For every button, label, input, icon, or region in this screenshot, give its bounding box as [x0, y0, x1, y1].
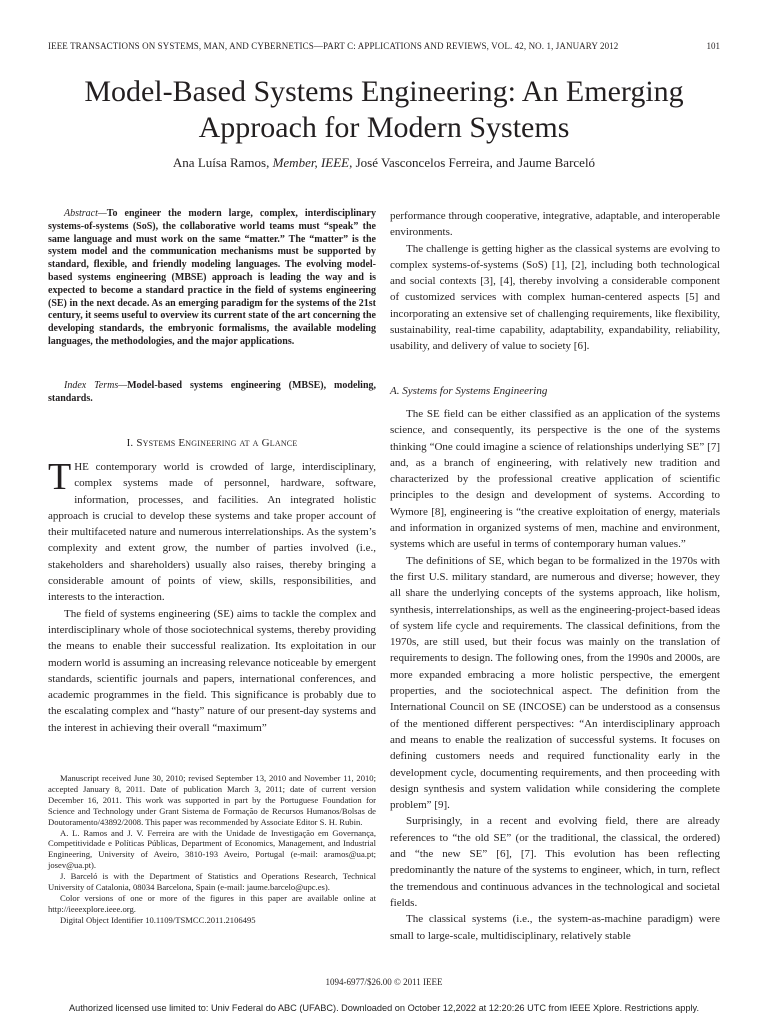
- paragraph: The classical systems (i.e., the system-as-machine paradigm) were small to large-scale, multidisciplinary, relatively stable: [390, 913, 720, 942]
- subsection-heading: A. Systems for Systems Engineering: [390, 385, 548, 397]
- paragraph-text: contemporary world is crowded of large, interdisciplinary, complex systems made of personnel, hardware, software, information, processes, and facilities. An integrated holistic approach is crucial to develop these systems and take proper account of their multifaceted nature and numerous interrelationships. As the system’s complexity and extent grow, the number of parties involved (i.e., stakeholders and shareholders) usually also raises, thereby bringing a considerable amount of points of view, skills, responsibilities, and interests to the interaction.: [48, 461, 376, 604]
- author-1: Ana Luísa Ramos,: [172, 155, 270, 170]
- right-body-top: [390, 208, 720, 355]
- lead-in: HE: [74, 461, 89, 473]
- footnote-color: Color versions of one or more of the figures in this paper are available online at http://ieeexplore.ieee.org.: [48, 892, 376, 914]
- index-terms-label: Index Terms—: [64, 380, 128, 391]
- copyright-line: 1094-6977/$26.00 © 2011 IEEE: [325, 977, 443, 987]
- drop-cap: T: [48, 456, 72, 498]
- section-numeral: I.: [126, 437, 137, 449]
- paragraph: [48, 456, 376, 606]
- footnote-doi: Digital Object Identifier 10.1109/TSMCC.2011.2106495: [60, 914, 256, 925]
- paragraph: performance through cooperative, integrative, adaptable, and interoperable environments.: [390, 210, 720, 239]
- paragraph: Surprisingly, in a recent and evolving field, there are already references to “the old SE” (or the traditional, the classical, the ordered) and “the new SE” [6], [7]. This evolution has been reflecting predominantly the nature of the systems to engineer, which, in turn, reflect the tremendous and continuous advances in the technological and societal fields.: [390, 815, 720, 909]
- section-heading: [48, 437, 376, 449]
- abstract-label: Abstract—: [64, 208, 107, 219]
- other-authors: , José Vasconcelos Ferreira, and Jaume Barceló: [349, 155, 596, 170]
- index-terms-text: Model-based systems engineering (MBSE), modeling, standards.: [48, 380, 377, 404]
- abstract-text: To engineer the modern large, complex, interdisciplinary systems-of-systems (SoS), the collaborative world teams must “speak” the same language and must work on the same “matter.” The “matter” is the system model and the communication mechanisms must be supported by standard, flexible, and friendly modeling languages. The evolving model-based systems engineering (MBSE) approach is leading the way and is expected to become a standard practice in the field of systems engineering (SE) in the next decade. As an emerging paradigm for the systems of the 21st century, it seems useful to overview its current state of the art concerning the developing standards, the embryonic formalisms, the available modeling languages, the methodologies, and the major applications.: [48, 208, 376, 347]
- author-1-membership: Member, IEEE: [272, 155, 350, 170]
- paragraph: The definitions of SE, which began to be formalized in the 1970s with the first U.S. military standard, are numerous and diverse; however, they all share the underlying concepts of the systems approach, like holism, synthesis, interrelationships, as well as the engineering-project-based ideas of system life cycle and requirements. The classical definitions, from the 1970s, are still used, but their focus was mainly on the translation of requirements to design. The following ones, from the 1990s and 2000s, are more expanded embracing a more holistic perspective, the emergent properties, and the sociotechnical aspect. The definition from the International Council on SE (INCOSE) can be understood as a consensus of the mentioned different perspectives: “An interdisciplinary approach and means to enable the realization of successful systems. It focuses on defining customers needs and required functionality early in the development cycle, documenting requirements, and then proceeding with design synthesis and system validation while considering the complete problem” [9].: [390, 554, 720, 812]
- footnote-affiliation-1: A. L. Ramos and J. V. Ferreira are with the Unidade de Investigação em Governança, Competitividade e Políticas Públicas, Department of Economics, Management, and Industrial Engineering, University of Aveiro, 3810-193 Aveiro, Portugal (e-mail: aramos@ua.pt; josev@ua.pt).: [48, 827, 376, 871]
- paragraph: The challenge is getting higher as the classical systems are evolving to complex systems-of-systems (SoS) [1], [2], including both technological and social contexts [3], [4], thereby involving a considerable component of customized services with complex human-centered aspects [5] and incorporating an extensive set of challenging requirements, like flexibility, sustainability, real-time capability, adaptability, expandability, reliability, usability, and delivery of value to society [6].: [390, 242, 720, 353]
- index-terms: [48, 380, 376, 406]
- footnote-affiliation-2: J. Barceló is with the Department of Statistics and Operations Research, Technical University of Catalonia, 08034 Barcelona, Spain (e-mail: jaume.barcelo@upc.es).: [48, 871, 376, 893]
- paragraph: The field of systems engineering (SE) aims to tackle the complex and interdisciplinary whole of those sociotechnical systems, thereby providing the means to enable their successful realization. Its exploitation in our modern world is assuming an increasing relevance noticeable by emergent standards, scientific journals and papers, international conferences, and academic programmes in the field. This significance is probably due to the escalating complex and “hasty” nature of our present-day systems and the interest in achieving their overall “maximum”: [48, 607, 376, 734]
- author-line: [40, 155, 728, 171]
- abstract: [48, 208, 376, 349]
- paper-title: Model-Based Systems Engineering: An Emerging Approach for Modern Systems: [84, 75, 684, 144]
- footnotes: [48, 773, 376, 926]
- page-number: 101: [706, 41, 720, 51]
- running-head: IEEE TRANSACTIONS ON SYSTEMS, MAN, AND CYBERNETICS—PART C: APPLICATIONS AND REVIEWS, VOL. 42, NO. 1, JANUARY 2012: [48, 41, 619, 51]
- right-body-text: [390, 406, 720, 944]
- license-notice: Authorized licensed use limited to: Univ Federal do ABC (UFABC). Downloaded on October 12,2022 at 12:20:26 UTC from IEEE Xplore. Restrictions apply.: [69, 1003, 699, 1013]
- paragraph: The SE field can be either classified as an application of the systems science, and consequently, its perspective is the one of the systems thinking “One could imagine a science of relationships underlying SE” [7] and, as a branch of engineering, with relatively new tradition and characterized by the professional creative application of scientific principles to the design and development of systems. According to Wymore [8], engineering is “the creative exploitation of energy, materials and information in organized systems of men, machine and environment, systems which are useful in terms of contemporary human values.”: [390, 408, 720, 551]
- footnote-manuscript: Manuscript received June 30, 2010; revised September 13, 2010 and November 11, 2010; accepted January 8, 2011. Date of publication March 3, 2011; date of current version December 16, 2011. This work was supported in part by the Portuguese Foundation for Science and Technology under Grant Sistema de Formação de Recursos Humanos/Bolsas de Doutoramento/43892/2008. This paper was recommended by Associate Editor S. H. Rubin.: [48, 773, 376, 827]
- section-title: Systems Engineering at a Glance: [136, 437, 298, 449]
- left-body-text: [48, 456, 376, 736]
